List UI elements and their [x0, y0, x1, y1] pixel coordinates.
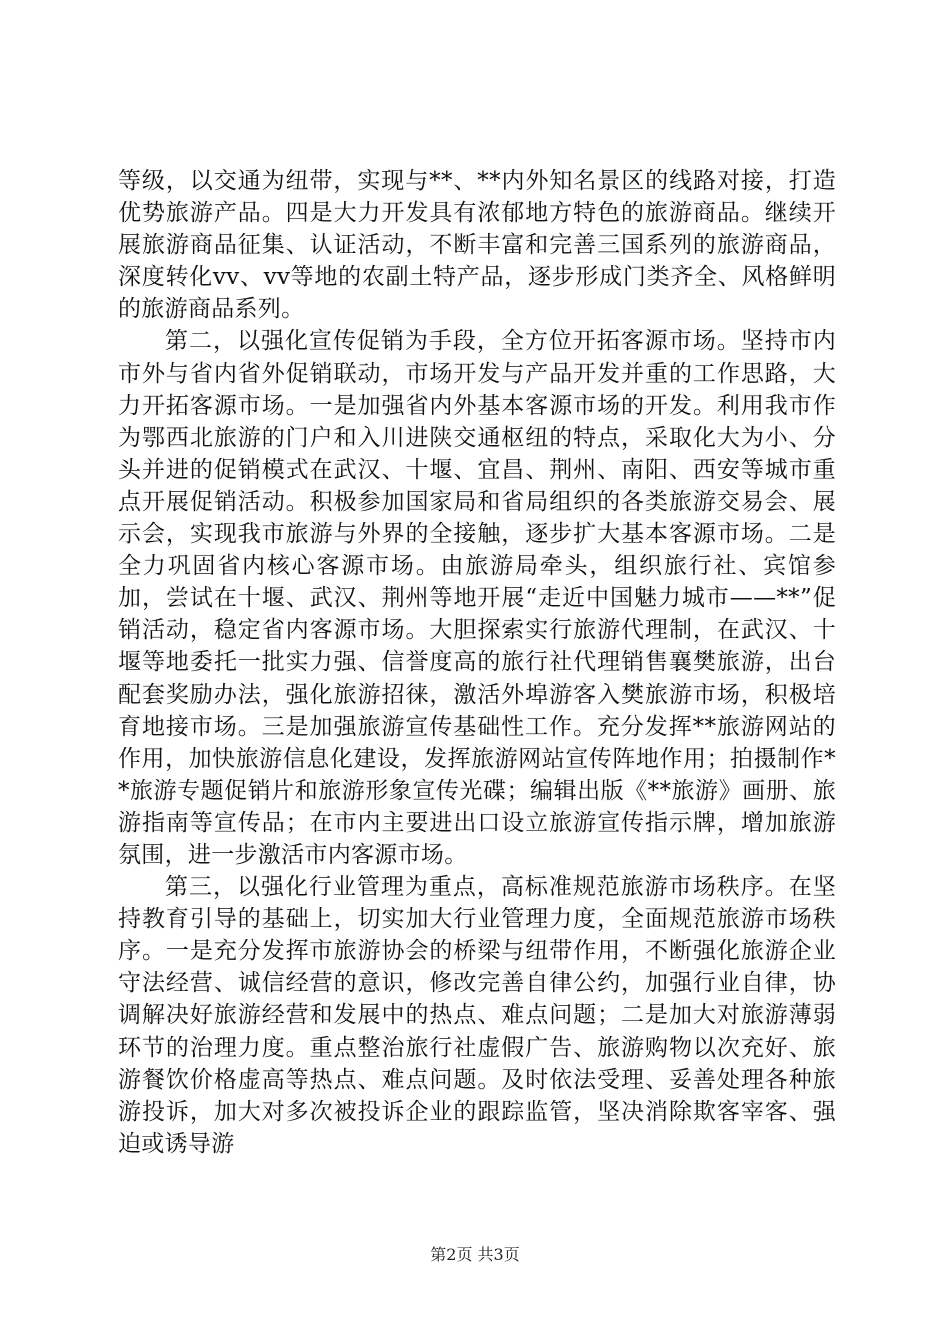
paragraph-continuation: 等级，以交通为纽带，实现与**、**内外知名景区的线路对接，打造优势旅游产品。四是大力开发具有浓郁地方特色的旅游商品。继续开展旅游商品征集、认证活动，不断丰富和完善三国系列的旅游商品，深度转化vv、vv等地的农副土特产品，逐步形成门类齐全、风格鲜明的旅游商品系列。 [118, 168, 836, 323]
page-number-footer: 第2页 共3页 [430, 1245, 520, 1264]
document-body [118, 165, 836, 1160]
paragraph-management: 第三，以强化行业管理为重点，高标准规范旅游市场秩序。在坚持教育引导的基础上，切实加大行业管理力度，全面规范旅游市场秩序。一是充分发挥市旅游协会的桥梁与纽带作用，不断强化旅游企业守法经营、诚信经营的意识，修改完善自律公约，加强行业自律，协调解决好旅游经营和发展中的热点、难点问题；二是加大对旅游薄弱环节的治理力度。重点整治旅行社虚假广告、旅游购物以次充好、旅游餐饮价格虚高等热点、难点问题。及时依法受理、妥善处理各种旅游投诉，加大对多次被投诉企业的跟踪监管，坚决消除欺客宰客、强迫或诱导游 [118, 874, 836, 1157]
paragraph-promotion: 第二，以强化宣传促销为手段，全方位开拓客源市场。坚持市内市外与省内省外促销联动，市场开发与产品开发并重的工作思路，大力开拓客源市场。一是加强省内外基本客源市场的开发。利用我市作为鄂西北旅游的门户和入川进陕交通枢纽的特点，采取化大为小、分头并进的促销模式在武汉、十堰、宜昌、荆州、南阳、西安等城市重点开展促销活动。积极参加国家局和省局组织的各类旅游交易会、展示会，实现我市旅游与外界的全接触，逐步扩大基本客源市场。二是全力巩固省内核心客源市场。由旅游局牵头，组织旅行社、宾馆参加，尝试在十堰、武汉、荆州等地开展“走近中国魅力城市——**”促销活动，稳定省内客源市场。大胆探索实行旅游代理制，在武汉、十堰等地委托一批实力强、信誉度高的旅行社代理销售襄樊旅游，出台配套奖励办法，强化旅游招徕，激活外埠游客入樊旅游市场，积极培育地接市场。三是加强旅游宣传基础性工作。充分发挥**旅游网站的作用，加快旅游信息化建设，发挥旅游网站宣传阵地作用；拍摄制作**旅游专题促销片和旅游形象宣传光碟；编辑出版《**旅游》画册、旅游指南等宣传品；在市内主要进出口设立旅游宣传指示牌，增加旅游氛围，进一步激活市内客源市场。 [118, 328, 836, 868]
